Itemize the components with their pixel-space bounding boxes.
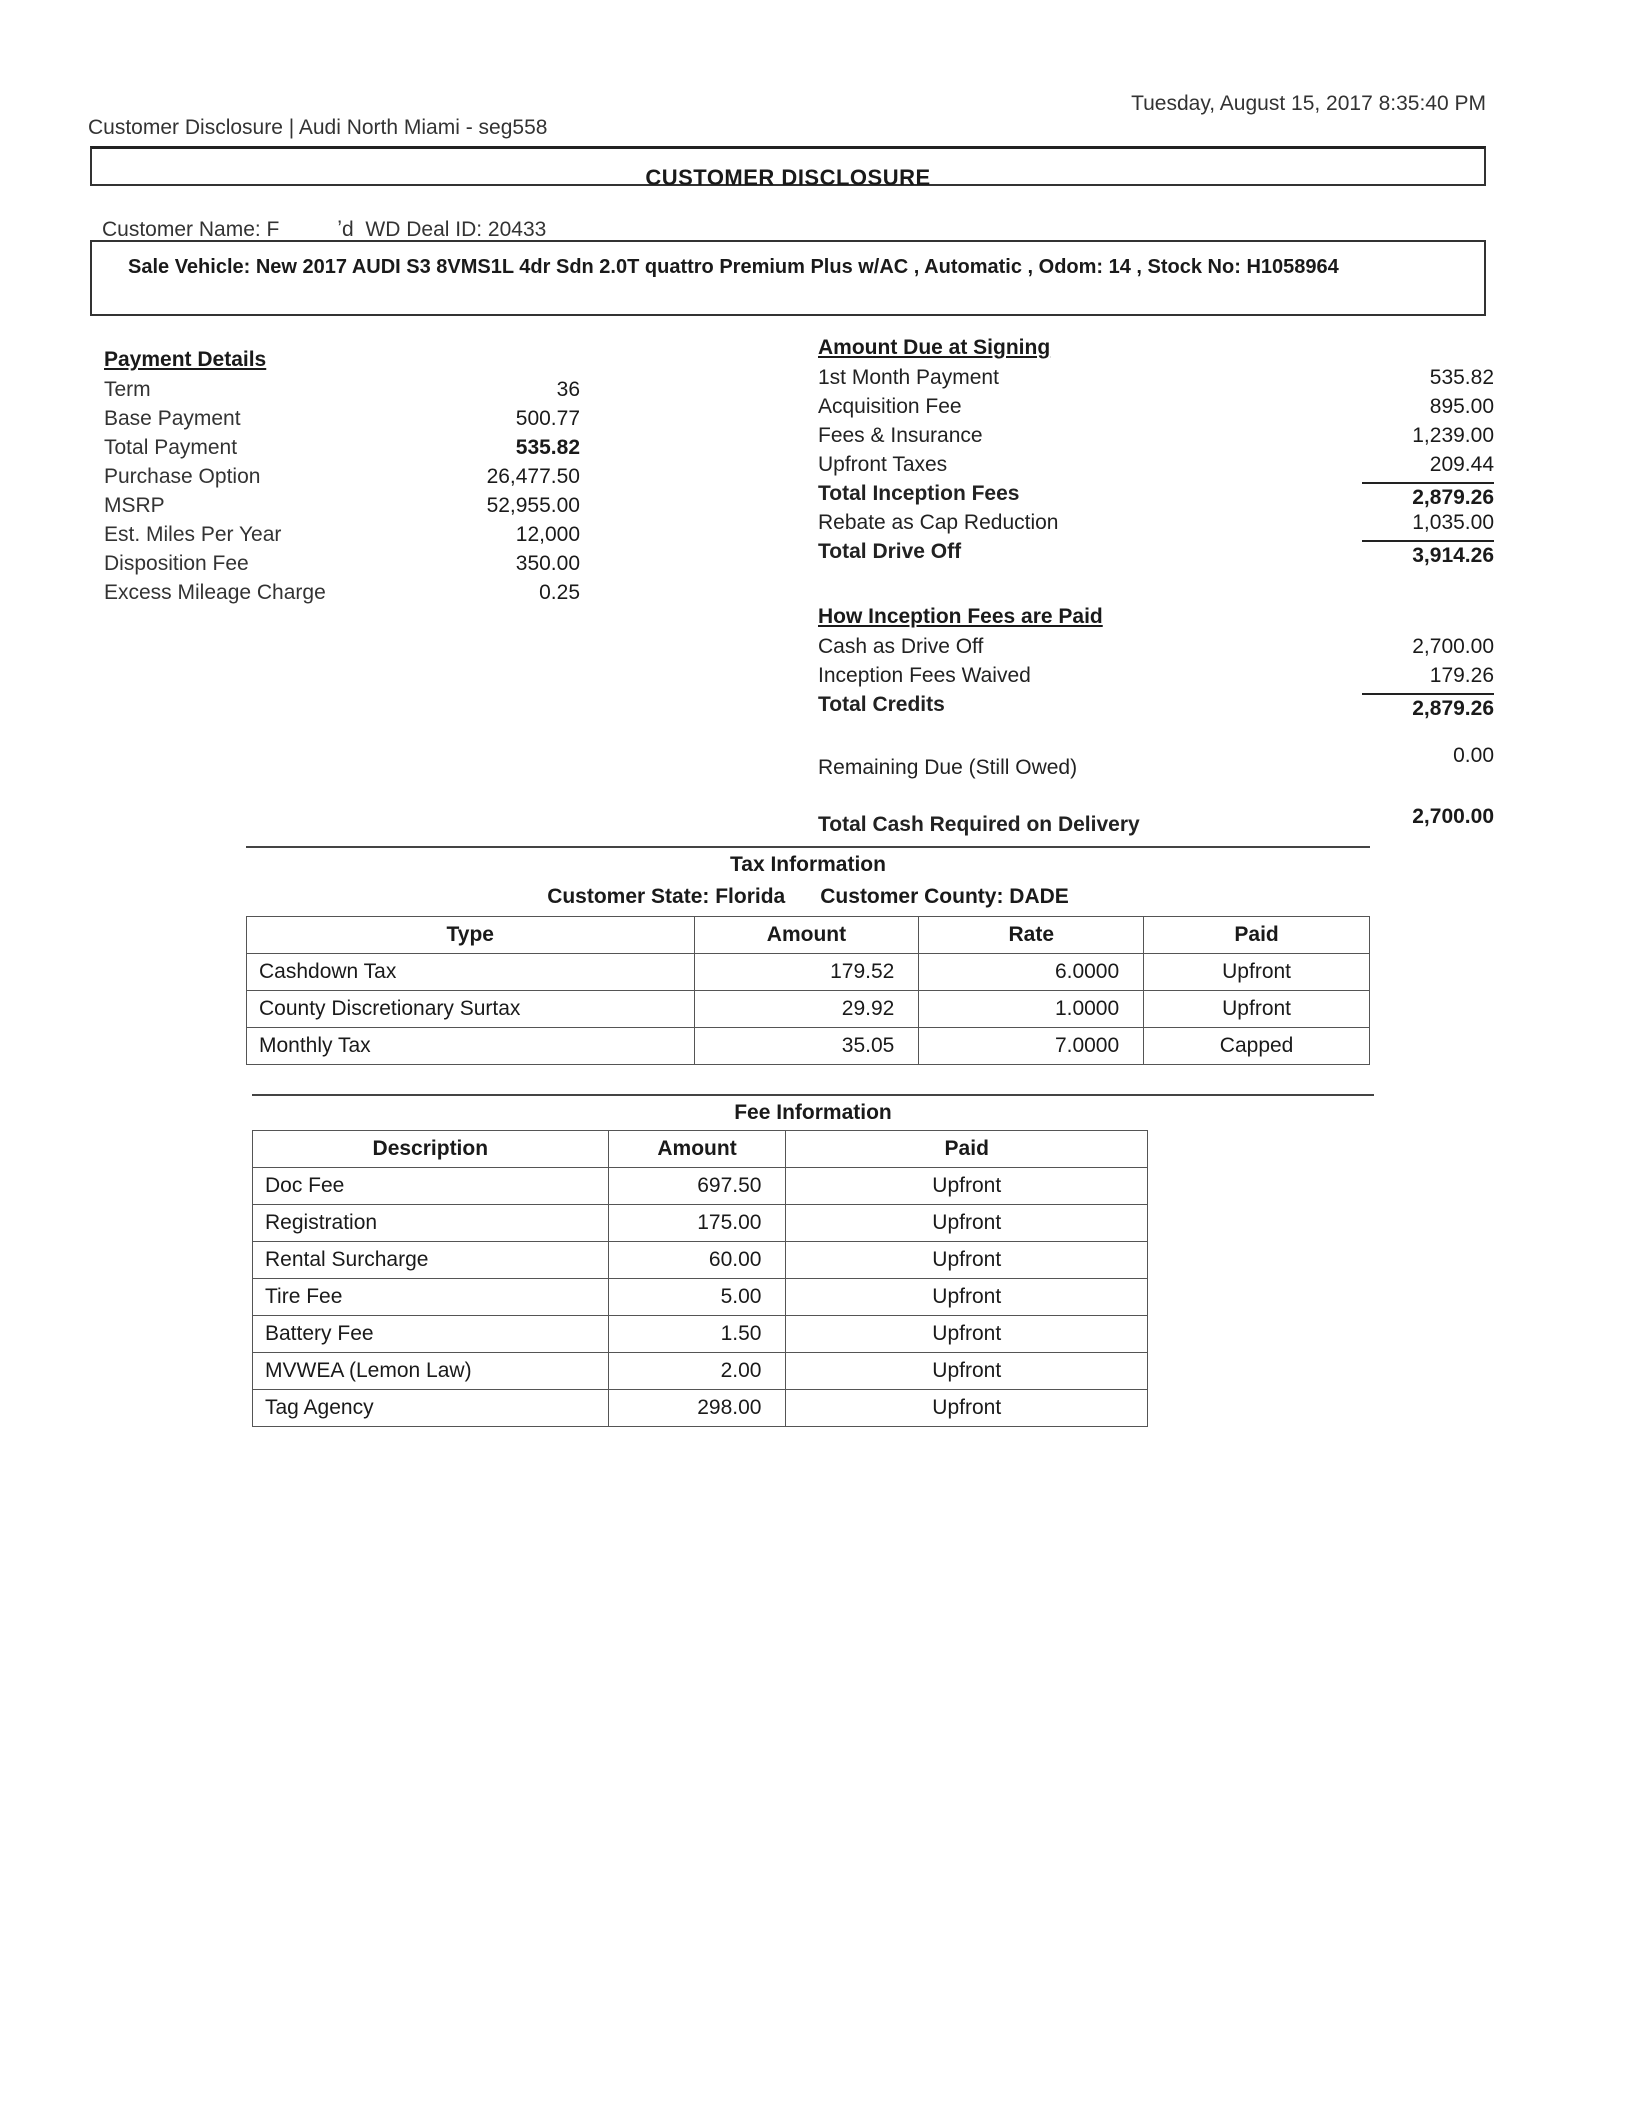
- fee-cell: Upfront: [786, 1242, 1148, 1279]
- fee-header: Amount: [608, 1131, 786, 1168]
- total-cash-value: 2,700.00: [1412, 805, 1494, 828]
- table-row: [253, 1168, 1148, 1205]
- fee-cell: Upfront: [786, 1390, 1148, 1427]
- fee-cell: Upfront: [786, 1316, 1148, 1353]
- state-label: Customer State:: [547, 885, 710, 908]
- table-row: [253, 1205, 1148, 1242]
- payment-detail-value: 12,000: [515, 523, 580, 546]
- tax-information: [246, 846, 1370, 1065]
- amount-due-value: 1,035.00: [1412, 511, 1494, 534]
- inception-value: 179.26: [1429, 664, 1494, 687]
- tax-header: Paid: [1144, 917, 1370, 954]
- fee-title: Fee Information: [734, 1101, 892, 1124]
- amount-due-label: Total Drive Off: [818, 540, 962, 563]
- customer-name: Customer Name: F: [102, 218, 280, 241]
- tax-cell: 6.0000: [919, 954, 1144, 991]
- amount-due-value: 895.00: [1429, 395, 1494, 418]
- table-row: [253, 1242, 1148, 1279]
- payment-detail-value: 500.77: [515, 407, 580, 430]
- amount-due-label: 1st Month Payment: [818, 366, 999, 389]
- table-row: [253, 1316, 1148, 1353]
- payment-detail-value: 350.00: [515, 552, 580, 575]
- fee-cell: Tag Agency: [253, 1390, 609, 1427]
- fee-cell: Upfront: [786, 1168, 1148, 1205]
- inception-title: How Inception Fees are Paid: [818, 605, 1103, 628]
- amount-due-label: Total Inception Fees: [818, 482, 1020, 505]
- fee-header: Description: [253, 1131, 609, 1168]
- document-title: CUSTOMER DISCLOSURE: [645, 165, 931, 190]
- vehicle-box: [90, 240, 1486, 316]
- fee-cell: Registration: [253, 1205, 609, 1242]
- payment-detail-label: Disposition Fee: [104, 552, 249, 575]
- amount-due-row: [818, 538, 1494, 567]
- fee-cell: Tire Fee: [253, 1279, 609, 1316]
- fee-cell: Upfront: [786, 1279, 1148, 1316]
- document-header-left: Customer Disclosure | Audi North Miami - seg558: [88, 116, 548, 139]
- payment-detail-row: [104, 550, 704, 579]
- payment-detail-label: Total Payment: [104, 436, 238, 459]
- inception-row: [818, 633, 1494, 662]
- table-row: [253, 1353, 1148, 1390]
- fee-cell: 175.00: [608, 1205, 786, 1242]
- amount-due-title: Amount Due at Signing: [818, 336, 1051, 359]
- tax-cell: County Discretionary Surtax: [247, 991, 695, 1028]
- amount-due-label: Rebate as Cap Reduction: [818, 511, 1059, 534]
- fee-cell: MVWEA (Lemon Law): [253, 1353, 609, 1390]
- remaining-due-label: Remaining Due (Still Owed): [818, 756, 1078, 779]
- payment-detail-value: 36: [556, 378, 580, 401]
- payment-detail-label: Excess Mileage Charge: [104, 581, 326, 604]
- tax-location: [246, 882, 1370, 916]
- payment-detail-row: [104, 376, 704, 405]
- payment-detail-value: 0.25: [539, 581, 580, 604]
- tax-cell: 35.05: [694, 1028, 919, 1065]
- payment-detail-row: [104, 521, 704, 550]
- fee-table: [252, 1130, 1148, 1427]
- county-label: Customer County:: [820, 885, 1004, 908]
- county-value: DADE: [1009, 885, 1069, 908]
- fee-cell: 60.00: [608, 1242, 786, 1279]
- tax-header: Type: [247, 917, 695, 954]
- inception-label: Cash as Drive Off: [818, 635, 984, 658]
- amount-due-label: Upfront Taxes: [818, 453, 948, 476]
- amount-due-label: Fees & Insurance: [818, 424, 983, 447]
- inception-value: 2,879.26: [1362, 693, 1494, 721]
- fee-cell: 298.00: [608, 1390, 786, 1427]
- tax-cell: Upfront: [1144, 954, 1370, 991]
- tax-cell: 29.92: [694, 991, 919, 1028]
- tax-cell: Capped: [1144, 1028, 1370, 1065]
- tax-cell: Upfront: [1144, 991, 1370, 1028]
- amount-due-value: 2,879.26: [1362, 482, 1494, 510]
- payment-detail-row: [104, 579, 704, 608]
- total-cash-row: [818, 807, 1494, 836]
- remaining-due-row: [818, 744, 1494, 779]
- inception-label: Inception Fees Waived: [818, 664, 1031, 687]
- payment-detail-row: [104, 463, 704, 492]
- title-box: [90, 146, 1486, 190]
- state-value: Florida: [715, 885, 786, 908]
- fee-header: Paid: [786, 1131, 1148, 1168]
- total-cash-label: Total Cash Required on Delivery: [818, 813, 1140, 836]
- fee-cell: Rental Surcharge: [253, 1242, 609, 1279]
- amount-due-row: [818, 451, 1494, 480]
- fee-cell: 2.00: [608, 1353, 786, 1390]
- payment-details-title: Payment Details: [104, 348, 267, 371]
- fee-cell: Doc Fee: [253, 1168, 609, 1205]
- document-timestamp: Tuesday, August 15, 2017 8:35:40 PM: [1131, 92, 1486, 115]
- table-row: [247, 1028, 1370, 1065]
- payment-detail-value: 26,477.50: [486, 465, 580, 488]
- sale-vehicle: Sale Vehicle: New 2017 AUDI S3 8VMS1L 4dr Sdn 2.0T quattro Premium Plus w/AC , Automatic , Odom: 14 , Stock No: H1058964: [128, 256, 1339, 278]
- payment-detail-row: [104, 405, 704, 434]
- amount-due-value: 1,239.00: [1412, 424, 1494, 447]
- fee-information: [252, 1094, 1374, 1427]
- fee-cell: 697.50: [608, 1168, 786, 1205]
- tax-header: Rate: [919, 917, 1144, 954]
- payment-detail-row: [104, 434, 704, 463]
- payment-detail-row: [104, 492, 704, 521]
- inception-row: [818, 662, 1494, 691]
- amount-due-row: [818, 422, 1494, 451]
- payment-detail-value: 52,955.00: [486, 494, 580, 517]
- fee-cell: Battery Fee: [253, 1316, 609, 1353]
- customer-name-tail: ʼd: [337, 218, 354, 241]
- tax-header: Amount: [694, 917, 919, 954]
- customer-line: [102, 218, 546, 242]
- remaining-due-value: 0.00: [1453, 744, 1494, 767]
- table-row: [247, 991, 1370, 1028]
- payment-detail-value: 535.82: [515, 436, 580, 459]
- fee-cell: 5.00: [608, 1279, 786, 1316]
- fee-cell: Upfront: [786, 1353, 1148, 1390]
- table-row: [253, 1279, 1148, 1316]
- table-row: [253, 1390, 1148, 1427]
- payment-detail-label: Purchase Option: [104, 465, 261, 488]
- amount-due-value: 3,914.26: [1362, 540, 1494, 568]
- amount-due-label: Acquisition Fee: [818, 395, 962, 418]
- amount-due-value: 535.82: [1429, 366, 1494, 389]
- payment-detail-label: MSRP: [104, 494, 165, 517]
- payment-detail-label: Term: [104, 378, 151, 401]
- fee-cell: Upfront: [786, 1205, 1148, 1242]
- tax-cell: 1.0000: [919, 991, 1144, 1028]
- table-row: [247, 954, 1370, 991]
- tax-table: [246, 916, 1370, 1065]
- tax-cell: Monthly Tax: [247, 1028, 695, 1065]
- inception-row: [818, 691, 1494, 720]
- payment-details: [104, 348, 704, 608]
- amount-due-row: [818, 393, 1494, 422]
- amount-due-value: 209.44: [1429, 453, 1494, 476]
- amount-due-row: [818, 480, 1494, 509]
- payment-detail-label: Est. Miles Per Year: [104, 523, 282, 546]
- amount-due-row: [818, 364, 1494, 393]
- inception-label: Total Credits: [818, 693, 945, 716]
- fee-cell: 1.50: [608, 1316, 786, 1353]
- deal-id: WD Deal ID: 20433: [365, 218, 547, 241]
- payment-detail-label: Base Payment: [104, 407, 241, 430]
- inception-value: 2,700.00: [1412, 635, 1494, 658]
- tax-cell: 179.52: [694, 954, 919, 991]
- amount-due-row: [818, 509, 1494, 538]
- tax-title: Tax Information: [730, 853, 886, 876]
- tax-cell: Cashdown Tax: [247, 954, 695, 991]
- amount-due-section: [818, 336, 1494, 836]
- tax-cell: 7.0000: [919, 1028, 1144, 1065]
